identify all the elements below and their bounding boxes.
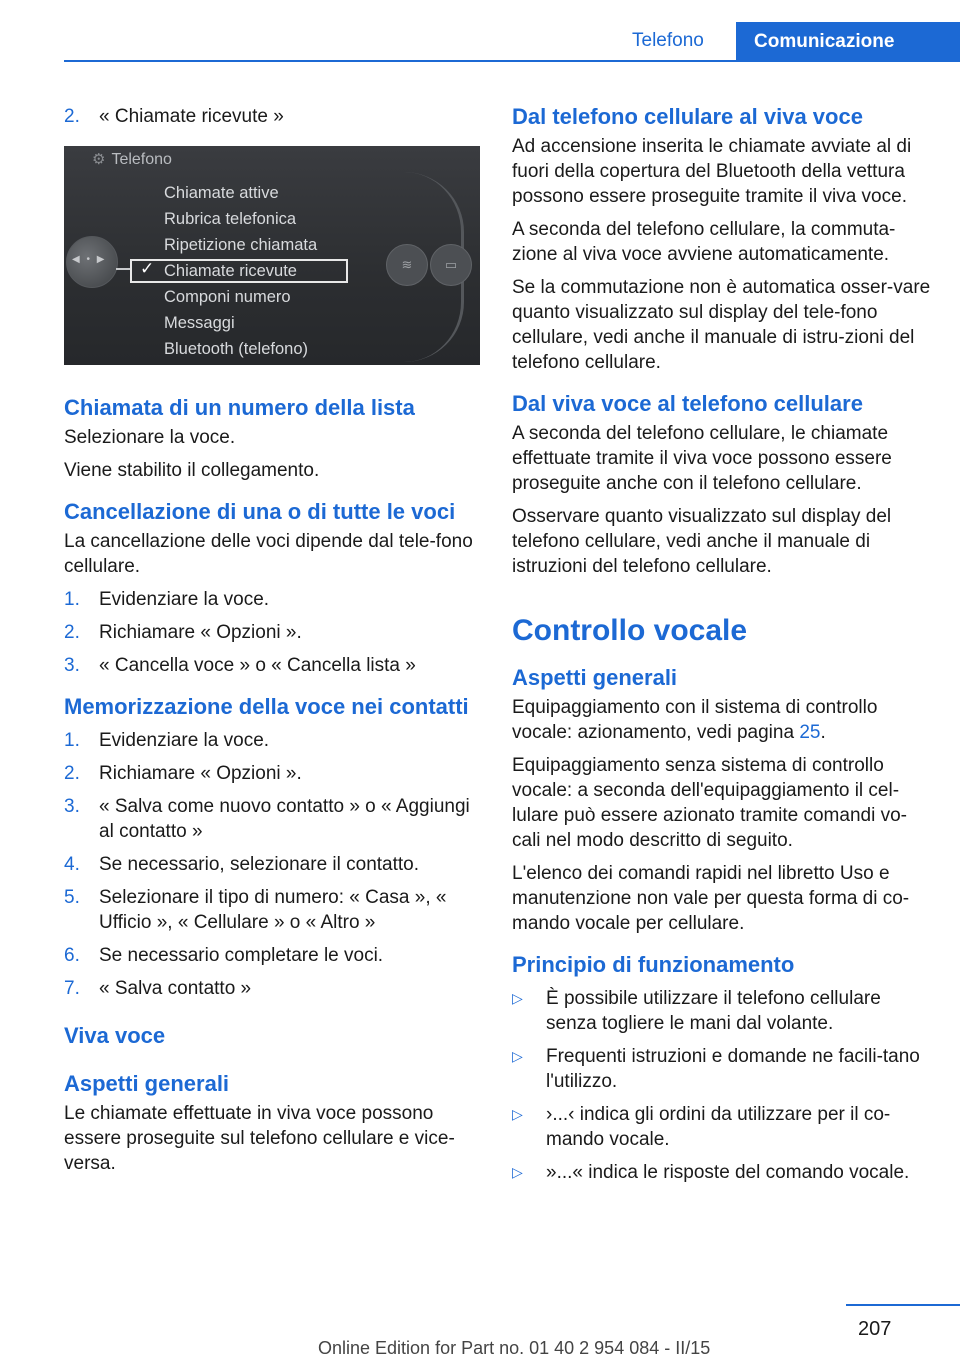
list-item: ▷ »...« indica le risposte del comando vocale.: [512, 1162, 910, 1183]
section-heading: Principio di funzionamento: [512, 952, 795, 977]
arrows-icon: ◀ • ▶: [72, 254, 107, 265]
list-item: 1. Evidenziare la voce.: [64, 589, 270, 610]
paragraph: Osservare quanto visualizzato sul display del telefono cellulare, vedi anche il manuale di istruzioni del telefono cellulare.: [512, 506, 892, 577]
list-item: [64, 104, 482, 129]
section-heading: Aspetti generali: [64, 1071, 230, 1096]
paragraph: L'elenco dei comandi rapidi nel libretto Uso e manutenzione non vale per questa forma di co‐mando vocale per cellulare.: [512, 863, 910, 934]
list-item: 7. « Salva contatto »: [64, 978, 252, 999]
paragraph: Equipaggiamento con il sistema di controllo vocale: azionamento, vedi pagina 25.: [512, 697, 878, 743]
paragraph: A seconda del telefono cellulare, la commuta‐zione al viva voce avviene automaticamente.: [512, 219, 896, 265]
paragraph: Se la commutazione non è automatica osser‐vare quanto visualizzato sul display del tele‐fono cellulare, vedi anche il manuale di istru‐zioni del telefono cellulare.: [512, 277, 931, 373]
list-item: ▷ Frequenti istruzioni e domande ne facili‐tano l'utilizzo.: [512, 1046, 920, 1092]
page-number: 207: [858, 1318, 892, 1340]
screen-menu-item: Componi numero: [164, 288, 291, 306]
triangle-bullet-icon: ▷: [512, 1048, 523, 1064]
section-heading: Viva voce: [64, 1023, 166, 1048]
top-step-list: [64, 104, 482, 129]
section-heading: Dal viva voce al telefono cellulare: [512, 391, 863, 416]
triangle-bullet-icon: ▷: [512, 1106, 523, 1122]
section-heading: Dal telefono cellulare al viva voce: [512, 104, 863, 129]
paragraph: La cancellazione delle voci dipende dal tele‐fono cellulare.: [64, 531, 473, 577]
screen-title: ⚙ Telefono: [92, 151, 172, 168]
screen-menu-item: Bluetooth (telefono): [164, 340, 309, 358]
list-item: ▷ ›...‹ indica gli ordini da utilizzare per il co‐mando vocale.: [512, 1104, 891, 1150]
list-item: ▷ È possibile utilizzare il telefono cellulare senza togliere le mani dal volante.: [512, 988, 881, 1034]
list-item: 5. Selezionare il tipo di numero: « Casa », « Ufficio », « Cellulare » o « Altro »: [64, 887, 447, 933]
paragraph: A seconda del telefono cellulare, le chiamate effettuate tramite il viva voce possono essere proseguite anche con il telefono cellulare.: [512, 423, 892, 494]
paragraph: Selezionare la voce.: [64, 427, 236, 448]
idrive-screen-image: [64, 146, 480, 365]
list-item: 4. Se necessario, selezionare il contatto.: [64, 854, 420, 875]
list-item: 3. « Cancella voce » o « Cancella lista »: [64, 655, 416, 676]
triangle-bullet-icon: ▷: [512, 990, 523, 1006]
section-label[interactable]: Telefono: [632, 30, 704, 51]
paragraph: Ad accensione inserita le chiamate avviate al di fuori della copertura del Bluetooth della vettura possono essere proseguite tramite il viva voce.: [512, 136, 912, 207]
paragraph: Le chiamate effettuate in viva voce possono essere proseguite sul telefono cellulare e vice‐versa.: [64, 1103, 455, 1174]
paragraph: Viene stabilito il collegamento.: [64, 460, 320, 481]
step-number: 2.: [64, 106, 80, 127]
voice-icon: ≋: [386, 244, 428, 286]
edition-note: Online Edition for Part no. 01 40 2 954 084 - II/15: [318, 1338, 711, 1358]
wrench-icon: ⚙: [92, 151, 106, 168]
check-icon: ✓: [140, 259, 155, 278]
page-link[interactable]: 25: [799, 722, 821, 743]
pointer-line: [116, 268, 130, 270]
list-item: 2. Richiamare « Opzioni ».: [64, 622, 302, 643]
left-column: [64, 104, 482, 1176]
delete-steps: [64, 587, 482, 678]
section-heading: Chiamata di un numero della lista: [64, 395, 415, 420]
screen-menu-item: Chiamate ricevute: [164, 262, 297, 280]
right-column: [512, 104, 932, 1185]
screen-menu-item: Rubrica telefonica: [164, 210, 297, 228]
screen-menu-item: Chiamate attive: [164, 184, 279, 202]
chapter-tab[interactable]: Comunicazione: [736, 22, 960, 62]
paragraph: Equipaggiamento senza sistema di controllo vocale: a seconda dell'equipaggiamento il cel‐lulare può essere azionato tramite comandi vo‐cali nel modo descritto di seguito.: [512, 755, 907, 851]
section-heading: Memorizzazione della voce nei contatti: [64, 694, 469, 719]
list-item: 1. Evidenziare la voce.: [64, 730, 270, 751]
save-steps: [64, 728, 482, 1001]
section-heading: Aspetti generali: [512, 665, 678, 690]
header-rule: [64, 60, 960, 62]
step-text: « Chiamate ricevute »: [99, 106, 284, 127]
triangle-bullet-icon: ▷: [512, 1164, 523, 1180]
screen-menu-item: Messaggi: [164, 314, 235, 332]
page-header: [0, 0, 960, 62]
footer-rule: [846, 1304, 960, 1306]
list-item: 3. « Salva come nuovo contatto » o « Aggiungi al contatto »: [64, 796, 470, 842]
screen-icon: ▭: [430, 244, 472, 286]
principle-list: [512, 986, 932, 1185]
chapter-heading: Controllo vocale: [512, 614, 748, 647]
list-item: 6. Se necessario completare le voci.: [64, 945, 384, 966]
screen-menu: [164, 180, 317, 362]
screen-menu-item: Ripetizione chiamata: [164, 236, 318, 254]
section-heading: Cancellazione di una o di tutte le voci: [64, 499, 456, 524]
list-item: 2. Richiamare « Opzioni ».: [64, 763, 302, 784]
